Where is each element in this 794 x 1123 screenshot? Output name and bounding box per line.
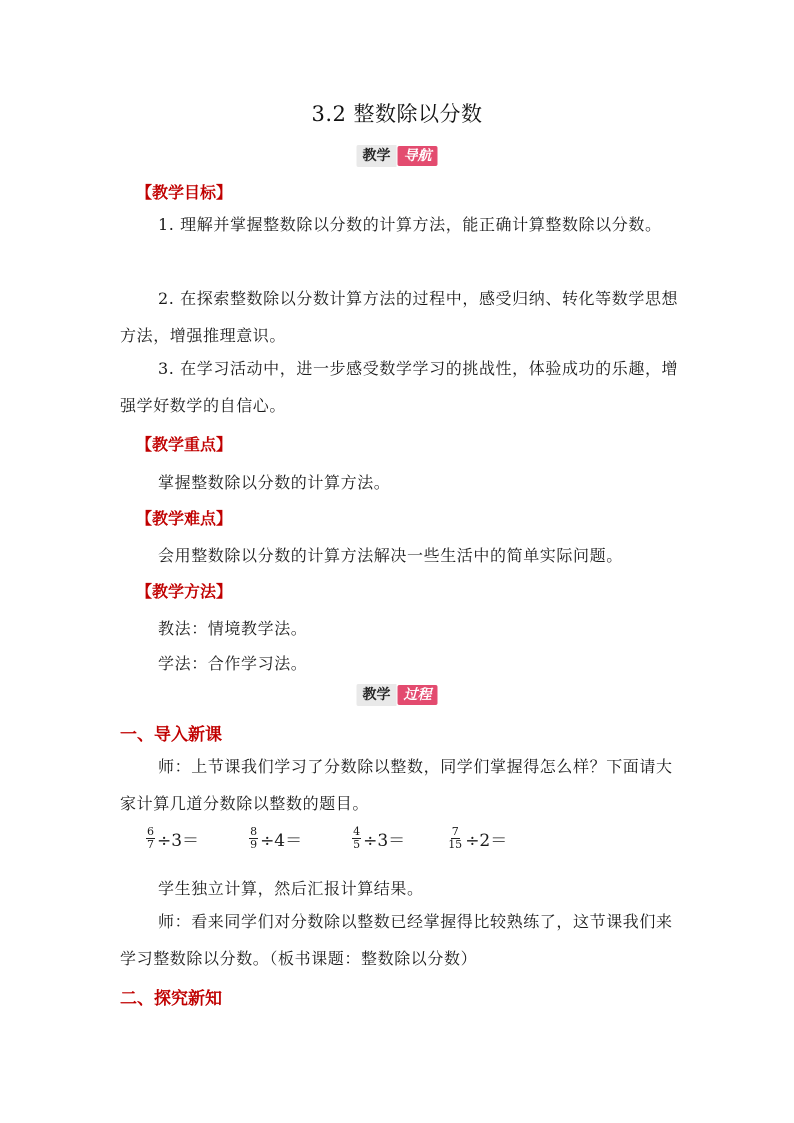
fraction: $\frac{8}{9}$ [250,825,258,851]
goal-item-3: 3. 在学习活动中，进一步感受数学学习的挑战性，体验成功的乐趣，增强学好数学的自信心。 [120,359,679,415]
fraction: $\frac{4}{5}$ [353,825,361,851]
section-badge-guide [357,145,438,167]
fraction: $\frac{7}{15}$ [448,825,463,851]
exercise-item: $\frac{7}{15}$ ÷2＝ [448,825,508,851]
exercise-item: $\frac{8}{9}$ ÷4＝ [250,825,303,851]
badge-plain-label: 教学 [357,145,397,167]
goals-heading: 【教学目标】 [136,183,233,202]
part1-conclusion: 师：看来同学们对分数除以整数已经掌握得比较熟练了，这节课我们来学习整数除以分数。（板书课题：整数除以分数） [120,912,673,968]
goal-item-1: 1. 理解并掌握整数除以分数的计算方法，能正确计算整数除以分数。 [158,215,662,234]
difficulty-text: 会用整数除以分数的计算方法解决一些生活中的简单实际问题。 [158,546,623,565]
key-point-heading: 【教学重点】 [136,435,233,454]
part2-heading: 二、探究新知 [120,989,222,1009]
difficulty-heading: 【教学难点】 [136,509,233,528]
goal-item-2: 2. 在探索整数除以分数计算方法的过程中，感受归纳、转化等数学思想方法，增强推理意识。 [120,289,679,345]
page-title: 3.2 整数除以分数 [311,102,483,126]
exercise-item: $\frac{4}{5}$ ÷3＝ [353,825,406,851]
methods-heading: 【教学方法】 [136,582,233,601]
badge-accent-label: 过程 [398,685,438,705]
part1-intro: 师：上节课我们学习了分数除以整数，同学们掌握得怎么样？下面请大家计算几道分数除以整数的题目。 [120,757,673,813]
part1-heading: 一、导入新课 [120,725,222,745]
teaching-method: 教法：情境教学法。 [158,619,308,638]
exercise-row [146,826,507,851]
key-point-text: 掌握整数除以分数的计算方法。 [158,473,391,492]
learning-method: 学法：合作学习法。 [158,654,308,673]
exercise-item: $\frac{6}{7}$ ÷3＝ [147,825,200,851]
section-badge-process [357,684,438,706]
badge-accent-label: 导航 [398,146,438,166]
part1-student-task: 学生独立计算，然后汇报计算结果。 [158,879,424,898]
fraction: $\frac{6}{7}$ [147,825,154,851]
badge-plain-label: 教学 [357,684,397,706]
